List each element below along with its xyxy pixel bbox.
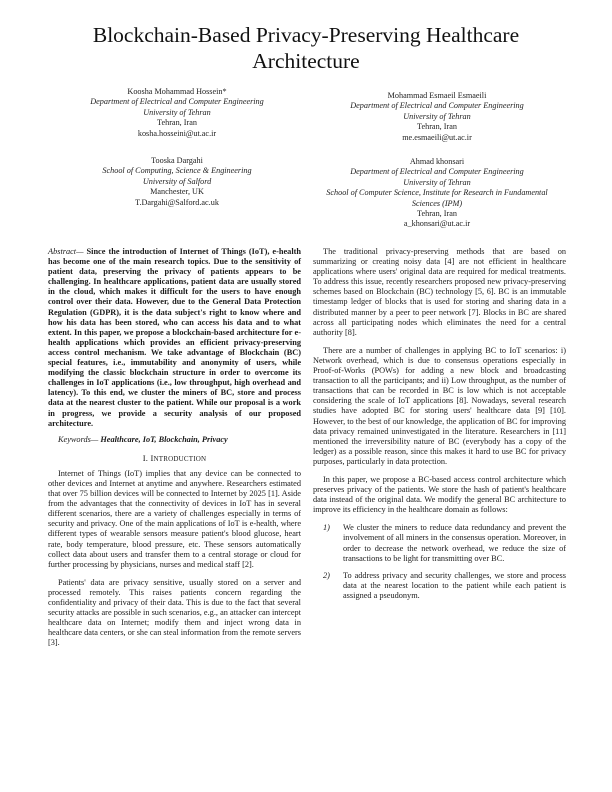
paragraph: In this paper, we propose a BC-based access control architecture which preserves privacy of the patients. We store the hash of patient's healthcare data instead of the original data. We modify the general BC architecture to improve its efficiency in the healthcare domain as follows: bbox=[313, 474, 566, 515]
author-email: T.Dargahi@Salford.ac.uk bbox=[135, 197, 219, 207]
author-department: Department of Electrical and Computer Engineering bbox=[350, 101, 524, 111]
author-block bbox=[322, 157, 552, 230]
list-item bbox=[313, 571, 566, 601]
keywords bbox=[48, 435, 301, 445]
author-name: Mohammad Esmaeil Esmaeili bbox=[387, 91, 487, 100]
list-item-number: 1) bbox=[323, 523, 330, 533]
author-email: kosha.hosseini@ut.ac.ir bbox=[137, 128, 217, 138]
paragraph: There are a number of challenges in applying BC to IoT scenarios: i) Network overhead, which is due to consensus operations especially in Proof-of-Works (POWs) for adding a new block and broadcasting transaction to all the participants; and ii) Low throughput, as the number of transactions that can be recorded in BC is low which is not acceptable considering the scale of IoT applications [8]. Nowadays, several research studies have adopted BC for storing users' healthcare data [9] [10]. However, to the best of our knowledge, the application of BC for improving data privacy remained uninvestigated in the literature. Researchers in [11] mentioned the irreversibility nature of BC (everybody has a copy of the ledger) as a possible reason, since this makes it hard to use BC for privacy purposes, particularly in data protection. bbox=[313, 345, 566, 466]
paper-title: Blockchain-Based Privacy-Preserving Healthcare Architecture bbox=[92, 23, 520, 73]
author-city: Tehran, Iran bbox=[417, 122, 457, 132]
section-heading-introduction bbox=[48, 453, 301, 464]
section-number: I. bbox=[142, 452, 151, 463]
keywords-text: Healthcare, IoT, Blockchain, Privacy bbox=[98, 434, 228, 444]
author-block bbox=[62, 156, 292, 208]
keywords-label: Keywords— bbox=[58, 434, 99, 444]
list-item bbox=[313, 523, 566, 563]
paragraph: Internet of Things (IoT) implies that any device can be connected to other devices and Internet at anytime and anywhere. Researchers estimated that over 75 billion devices will be connected to Internet by 2025 [1]. Aside from the advantages that the connectivity of devices in IoT has in several different scenarios, there are a variety of challenges especially in terms of security and privacy. One of the main applications of IoT is e-health, where different types of wearable sensors measure patient's blood glucose, heart rate, body temperature, blood pressure, etc. These sensors automatically collect data about users and transfer them to a central storage or cloud for further processing by physicians, nurses and medical staff [2]. bbox=[48, 468, 301, 569]
section-initial: I bbox=[150, 452, 154, 463]
author-email: a_khonsari@ut.ac.ir bbox=[403, 219, 471, 229]
author-affiliation: University of Tehran bbox=[403, 177, 471, 187]
abstract bbox=[48, 247, 301, 429]
paragraph: The traditional privacy-preserving methods that are based on summarizing or creating noisy data [4] are not efficient in healthcare applications where users' original data are required for medical treatments. To address this issue, recently researchers proposed new privacy-preserving schemes based on Blockchain (BC) technology [5, 6]. BC is an immutable timestamp ledger of blocks that is used for storing and sharing data in a distributed manner by a peer to peer network [7]. Blocks in BC are shared across all participating nodes which eliminates the need for a central authority [8]. bbox=[313, 247, 566, 337]
author-city: Tehran, Iran bbox=[417, 209, 457, 219]
author-department: Department of Electrical and Computer Engineering bbox=[350, 167, 524, 177]
author-department: Department of Electrical and Computer Engineering bbox=[90, 97, 264, 107]
author-affiliation: University of Tehran bbox=[403, 111, 471, 121]
author-name: Ahmad khonsari bbox=[409, 157, 465, 166]
author-email: me.esmaeili@ut.ac.ir bbox=[402, 132, 472, 142]
left-column bbox=[48, 247, 301, 656]
author-affiliation-secondary: School of Computer Science, Institute for Research in Fundamental Sciences (IPM) bbox=[326, 188, 548, 208]
author-affiliation: University of Tehran bbox=[143, 107, 211, 117]
paragraph: Patients' data are privacy sensitive, usually stored on a server and processed remotely. This raises patients concern regarding the confidentiality and privacy of their data. This is due to the fact that several security attacks are possible in such scenarios, e.g., an attacker can intercept healthcare data on Internet; modify them and inject wrong data in healthcare data centers, or she can steal information from the remote servers [3]. bbox=[48, 577, 301, 648]
contribution-list bbox=[313, 523, 566, 601]
author-affiliation: University of Salford bbox=[142, 176, 212, 186]
author-name: Tooska Dargahi bbox=[151, 156, 203, 165]
list-item-text: We cluster the miners to reduce data redundancy and prevent the involvement of all miners in the consensus operation. Moreover, in order to decrease the network overhead, we reduce the size of transactions to be light for transmitting over BC. bbox=[343, 523, 566, 563]
author-block bbox=[322, 91, 552, 143]
list-item-number: 2) bbox=[323, 570, 330, 580]
author-block bbox=[62, 87, 292, 139]
author-city: Manchester, UK bbox=[150, 187, 204, 197]
author-name: Koosha Mohammad Hossein* bbox=[127, 87, 227, 96]
right-column bbox=[313, 247, 566, 608]
abstract-text: Since the introduction of Internet of Things (IoT), e-health has become one of the main research topics. Due to the sensitivity of patient data, preserving the privacy of patients appears to be challenging. In healthcare applications, patient data are usually stored in the cloud, which makes it difficult for the users to have enough control over their data. However, due to the General Data Protection Regulation (GDPR), it is the data subject's right to know where and how his data has been stored, who can access his data and to what extent. In this paper, we propose a blockchain-based architecture for e-health applications which provides an efficient privacy-preserving access control mechanism. We take advantage of Blockchain (BC) special features, i.e., immutability and anonymity of users, while modifying the classic blockchain structure in order to overcome its challenges in IoT applications (i.e., low throughput, high overhead and latency). To this end, we cluster the miners of BC, store and process data at the nearest cluster to the patient. While our proposal is a work in progress, we provide a security analysis of our proposed architecture. bbox=[48, 247, 301, 428]
section-title-rest: NTRODUCTION bbox=[153, 454, 207, 463]
author-department: School of Computing, Science & Engineering bbox=[102, 166, 252, 176]
author-city: Tehran, Iran bbox=[157, 118, 197, 128]
abstract-label: Abstract— bbox=[48, 247, 84, 256]
list-item-text: To address privacy and security challenges, we store and process data at the nearest location to the patient while each patient is assigned a pseudonym. bbox=[343, 570, 566, 600]
